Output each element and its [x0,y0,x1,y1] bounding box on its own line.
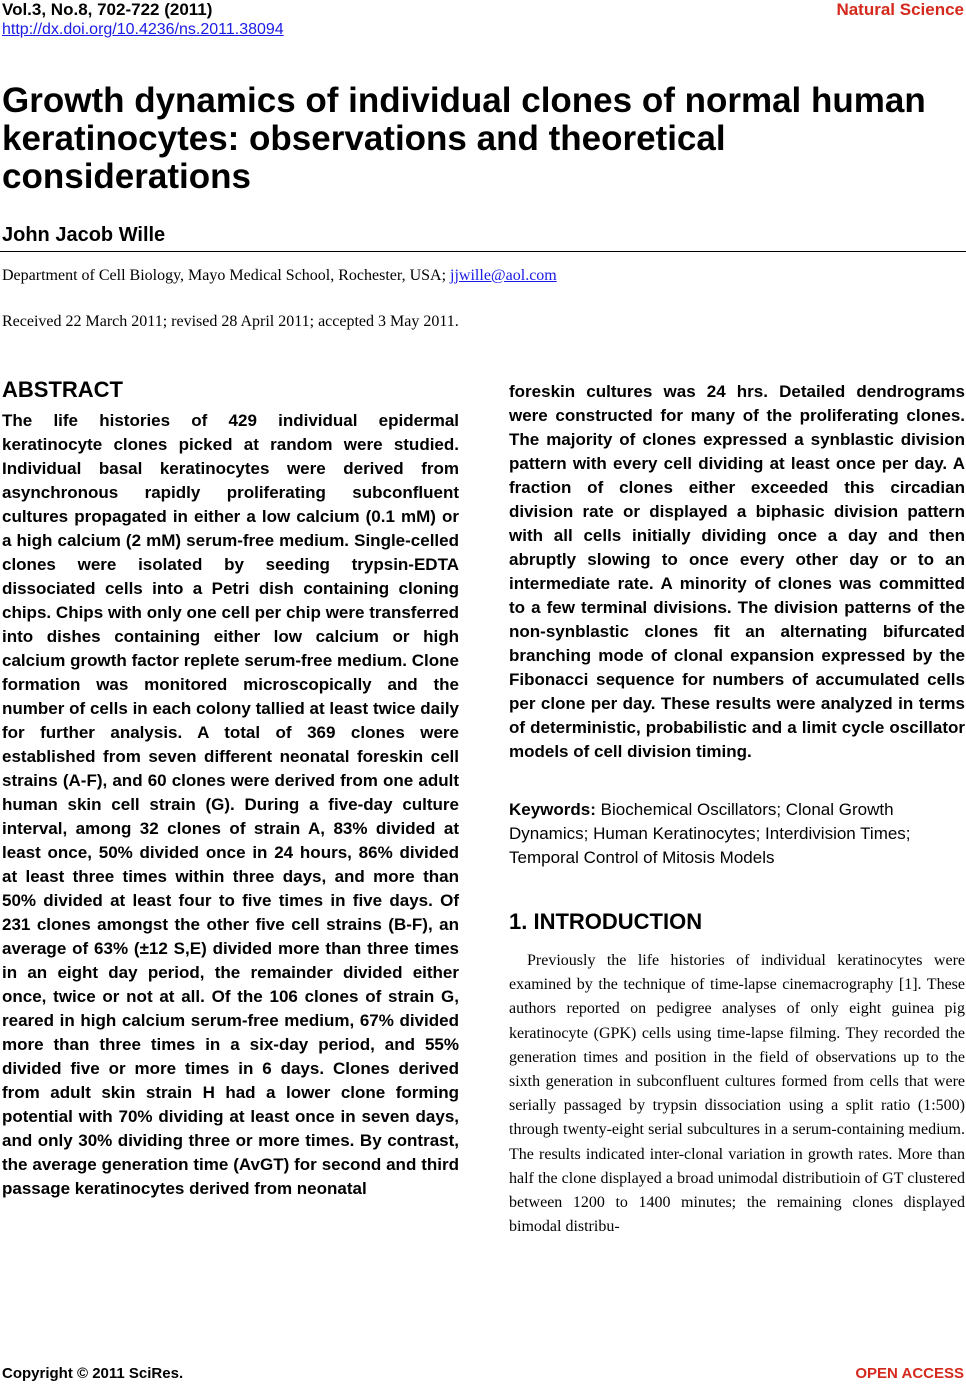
paper-title: Growth dynamics of individual clones of normal human keratinocytes: observations and theoretical considerations [2,81,926,196]
doi-link[interactable]: http://dx.doi.org/10.4236/ns.2011.38094 [2,21,284,38]
abstract-heading: ABSTRACT [2,377,123,402]
keywords-text: Biochemical Oscillators; Clonal Growth Dynamics; Human Keratinocytes; Interdivision Times; Temporal Control of Mitosis Models [509,800,911,867]
introduction-heading: 1. INTRODUCTION [509,909,703,934]
abstract-text-right: foreskin cultures was 24 hrs. Detailed dendrograms were constructed for many of the proliferating clones. The majority of clones expressed a synblastic division pattern with every cell dividing at least once per day. A fraction of clones either exceeded this circadian division rate or displayed a biphasic division pattern with all cells initially dividing once a day and then abruptly slowing to once every other day or to an intermediate rate. A minority of clones was committed to a few terminal divisions. The division patterns of the non-synblastic clones fit an alternating bifurcated branching mode of clonal expansion expressed by the Fibonacci sequence for numbers of accumulated cells per clone per day. These results were analyzed in terms of deterministic, probabilistic and a limit cycle oscillator models of cell division timing. [509,382,965,761]
received-dates: Received 22 March 2011; revised 28 April 2011; accepted 3 May 2011. [2,313,459,330]
introduction-text: Previously the life histories of individual keratinocytes were examined by the technique of time-lapse cinemacrography [1]. These authors reported on pedigree analyses of only eight guinea pig keratinocyte (GPK) cells using time-lapse filming. They recorded the generation times and position in the field of observations up to the sixth generation in subconfluent cultures formed from cells that were serially passaged by trypsin dissociation using a split ratio (1:500) through twenty-eight serial subcultures in a serum-containing medium. The results indicated inter-clonal variation in growth rates. More than half the clone displayed a broad unimodal distributioin of GT clustered between 1200 to 1400 minutes; the remaining clones displayed bimodal distribu- [509,952,965,1236]
keywords [509,798,965,870]
right-column [509,380,965,1239]
affiliation-text: Department of Cell Biology, Mayo Medical School, Rochester, USA; [2,267,451,284]
author-email-link[interactable]: jjwille@aol.com [450,267,557,284]
left-column [2,378,459,1201]
title-divider [0,251,966,252]
affiliation [2,266,557,286]
journal-name: Natural Science [836,0,964,19]
author-name: John Jacob Wille [2,224,166,246]
keywords-label: Keywords: [509,800,601,819]
volume-info: Vol.3, No.8, 702-722 (2011) [2,0,213,19]
open-access-label: OPEN ACCESS [855,1365,964,1382]
copyright-notice: Copyright © 2011 SciRes. [2,1365,184,1382]
abstract-text-left: The life histories of 429 individual epidermal keratinocyte clones picked at random were studied. Individual basal keratinocytes were derived from asynchronous rapidly proliferating subconfluent cultures propagated in either a low calcium (0.1 mM) or a high calcium (2 mM) serum-free medium. Single-celled clones were isolated by seeding trypsin-EDTA dissociated cells into a Petri dish containing cloning chips. Chips with only one cell per chip were transferred into dishes containing either low calcium or high calcium growth factor replete serum-free medium. Clone formation was monitored microscopically and the number of cells in each colony tallied at least twice daily for further analysis. A total of 369 clones were established from seven different neonatal foreskin cell strains (A-F), and 60 clones were derived from one adult human skin cell strain (G). During a five-day culture interval, among 32 clones of strain A, 83% divided at least once, 50% divided once in 24 hours, 86% divided at least three times within three days, and more than 50% divided at least four to five times in five days. Of 231 clones amongst the other five cell strains (B-F), an average of 63% (±12 S,E) divided more than three times in an eight day period, the remainder divided either once, twice or not at all. Of the 106 clones of strain G, reared in high calcium serum-free medium, 67% divided more than three times in a six-day period, and 55% divided five or more times in 6 days. Clones derived from adult skin strain H had a lower clone forming potential with 70% dividing at least once in seven days, and only 30% dividing three or more times. By contrast, the average generation time (AvGT) for second and third passage keratinocytes derived from neonatal [2,411,459,1198]
